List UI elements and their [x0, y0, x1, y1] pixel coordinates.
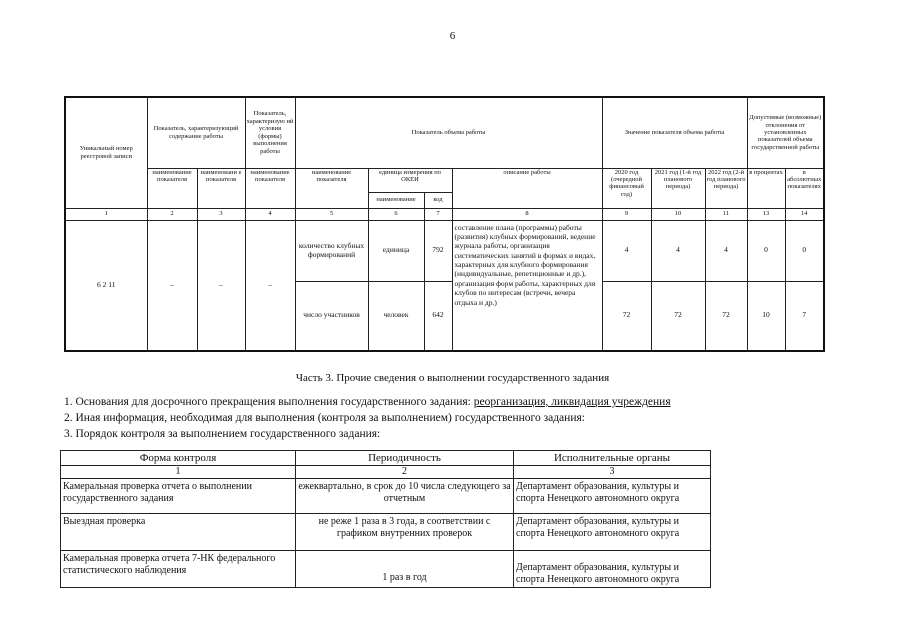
item1-prefix: 1. Основания для досрочного прекращения выполнения государственного задания:: [64, 396, 474, 408]
row-dev-percent: 0: [747, 220, 785, 281]
header-executive-bodies: Исполнительные органы: [514, 451, 711, 466]
header-year-2021: 2021 год (1-й год планового периода): [651, 168, 705, 208]
row-value-2020: 72: [602, 281, 651, 351]
column-number: 5: [295, 208, 368, 220]
row-dev-absolute: 7: [785, 281, 824, 351]
item1-value: реорганизация, ликвидация учреждения: [473, 396, 671, 408]
row-unit: человек: [368, 281, 424, 351]
part3-item-1: [64, 396, 671, 408]
column-number: 11: [705, 208, 747, 220]
part3-title: Часть 3. Прочие сведения о выполнении государственного задания: [295, 372, 610, 384]
header-indicator-name-2: наименование показателя: [147, 168, 197, 208]
header-dev-absolute: в абсолютных показателях: [785, 168, 824, 208]
header-content-indicator: Показатель, характеризующий содержание работы: [147, 97, 245, 168]
part3-item-3: 3. Порядок контроля за выполнением государственного задания:: [64, 428, 381, 440]
header-unit-name: наименование: [368, 192, 424, 208]
dash-cell: –: [245, 220, 295, 351]
row-value-2020: 4: [602, 220, 651, 281]
header-unit-okei: единица измерения по ОКЕИ: [368, 168, 452, 192]
column-number: 7: [424, 208, 452, 220]
header-periodicity: Периодичность: [296, 451, 514, 466]
periodicity-cell: 1 раз в год: [296, 551, 514, 588]
header-unit-code: код: [424, 192, 452, 208]
periodicity-cell: не реже 1 раза в 3 года, в соответствии с графиком внутренних проверок: [296, 514, 514, 551]
executive-body-cell: Департамент образования, культуры и спорта Ненецкого автономного округа: [514, 479, 711, 514]
column-number: 2: [147, 208, 197, 220]
header-work-description: описание работы: [452, 168, 602, 208]
part3-item-2: 2. Иная информация, необходимая для выполнения (контроля за выполнением) государственного задания:: [64, 412, 585, 424]
header-indicator-name-5: наименование показателя: [295, 168, 368, 208]
reg-number-cell: 6 2 11: [65, 220, 147, 351]
executive-body-cell: Департамент образования, культуры и спорта Ненецкого автономного округа: [514, 514, 711, 551]
column-number: 8: [452, 208, 602, 220]
header-indicator-name-4: наименование показателя: [245, 168, 295, 208]
control-form-cell: Камеральная проверка отчета 7-НК федерального статистического наблюдения: [61, 551, 296, 588]
dash-cell: –: [197, 220, 245, 351]
row-dev-percent: 10: [747, 281, 785, 351]
header-indicator-name-3: наименовани е показателя: [197, 168, 245, 208]
row-code: 792: [424, 220, 452, 281]
column-number: 13: [747, 208, 785, 220]
control-form-cell: Выездная проверка: [61, 514, 296, 551]
column-number: 14: [785, 208, 824, 220]
work-volume-table: [64, 96, 825, 352]
column-number: 10: [651, 208, 705, 220]
work-description-cell: составление плана (программы) работы (развития) клубных формирований, ведение журнала работы, организация систематических занятий в формах и видах, характерных для клубного формирования (индивидуальные, репетиционные и др.), организация форм работы, характерных для клубов по интересам (встречи, вечера отдыха и др.): [452, 220, 602, 351]
column-number: 6: [368, 208, 424, 220]
row-value-2021: 72: [651, 281, 705, 351]
row-unit: единица: [368, 220, 424, 281]
column-number: 1: [61, 466, 296, 479]
row-value-2022: 72: [705, 281, 747, 351]
header-volume-value: Значение показателя объема работы: [602, 97, 747, 168]
periodicity-cell: ежеквартально, в срок до 10 числа следующего за отчетным: [296, 479, 514, 514]
column-number: 1: [65, 208, 147, 220]
row-value-2022: 4: [705, 220, 747, 281]
header-year-2020: 2020 год (очередной финансовый год): [602, 168, 651, 208]
column-number: 9: [602, 208, 651, 220]
row-code: 642: [424, 281, 452, 351]
control-form-cell: Камеральная проверка отчета о выполнении государственного задания: [61, 479, 296, 514]
header-dev-percent: в процентах: [747, 168, 785, 208]
row-value-2021: 4: [651, 220, 705, 281]
column-number: 3: [514, 466, 711, 479]
header-year-2022: 2022 год (2-й год планового периода): [705, 168, 747, 208]
page-number: 6: [449, 30, 456, 42]
column-number: 4: [245, 208, 295, 220]
control-procedure-table: [60, 450, 711, 588]
executive-body-cell: Департамент образования, культуры и спорта Ненецкого автономного округа: [514, 551, 711, 588]
header-deviations: Допустимые (возможные) отклонения от установленных показателей объема государственной работы: [747, 97, 824, 168]
column-number: 2: [296, 466, 514, 479]
row-indicator: число участников: [295, 281, 368, 351]
header-control-form: Форма контроля: [61, 451, 296, 466]
header-conditions-indicator: Показатель, характеризую ий условия (формы) выполнения работы: [245, 97, 295, 168]
column-number: 3: [197, 208, 245, 220]
header-reg-number: Уникальный номер реестровой записи: [65, 97, 147, 208]
dash-cell: –: [147, 220, 197, 351]
row-dev-absolute: 0: [785, 220, 824, 281]
header-volume-indicator: Показатель объема работы: [295, 97, 602, 168]
row-indicator: количество клубных формирований: [295, 220, 368, 281]
